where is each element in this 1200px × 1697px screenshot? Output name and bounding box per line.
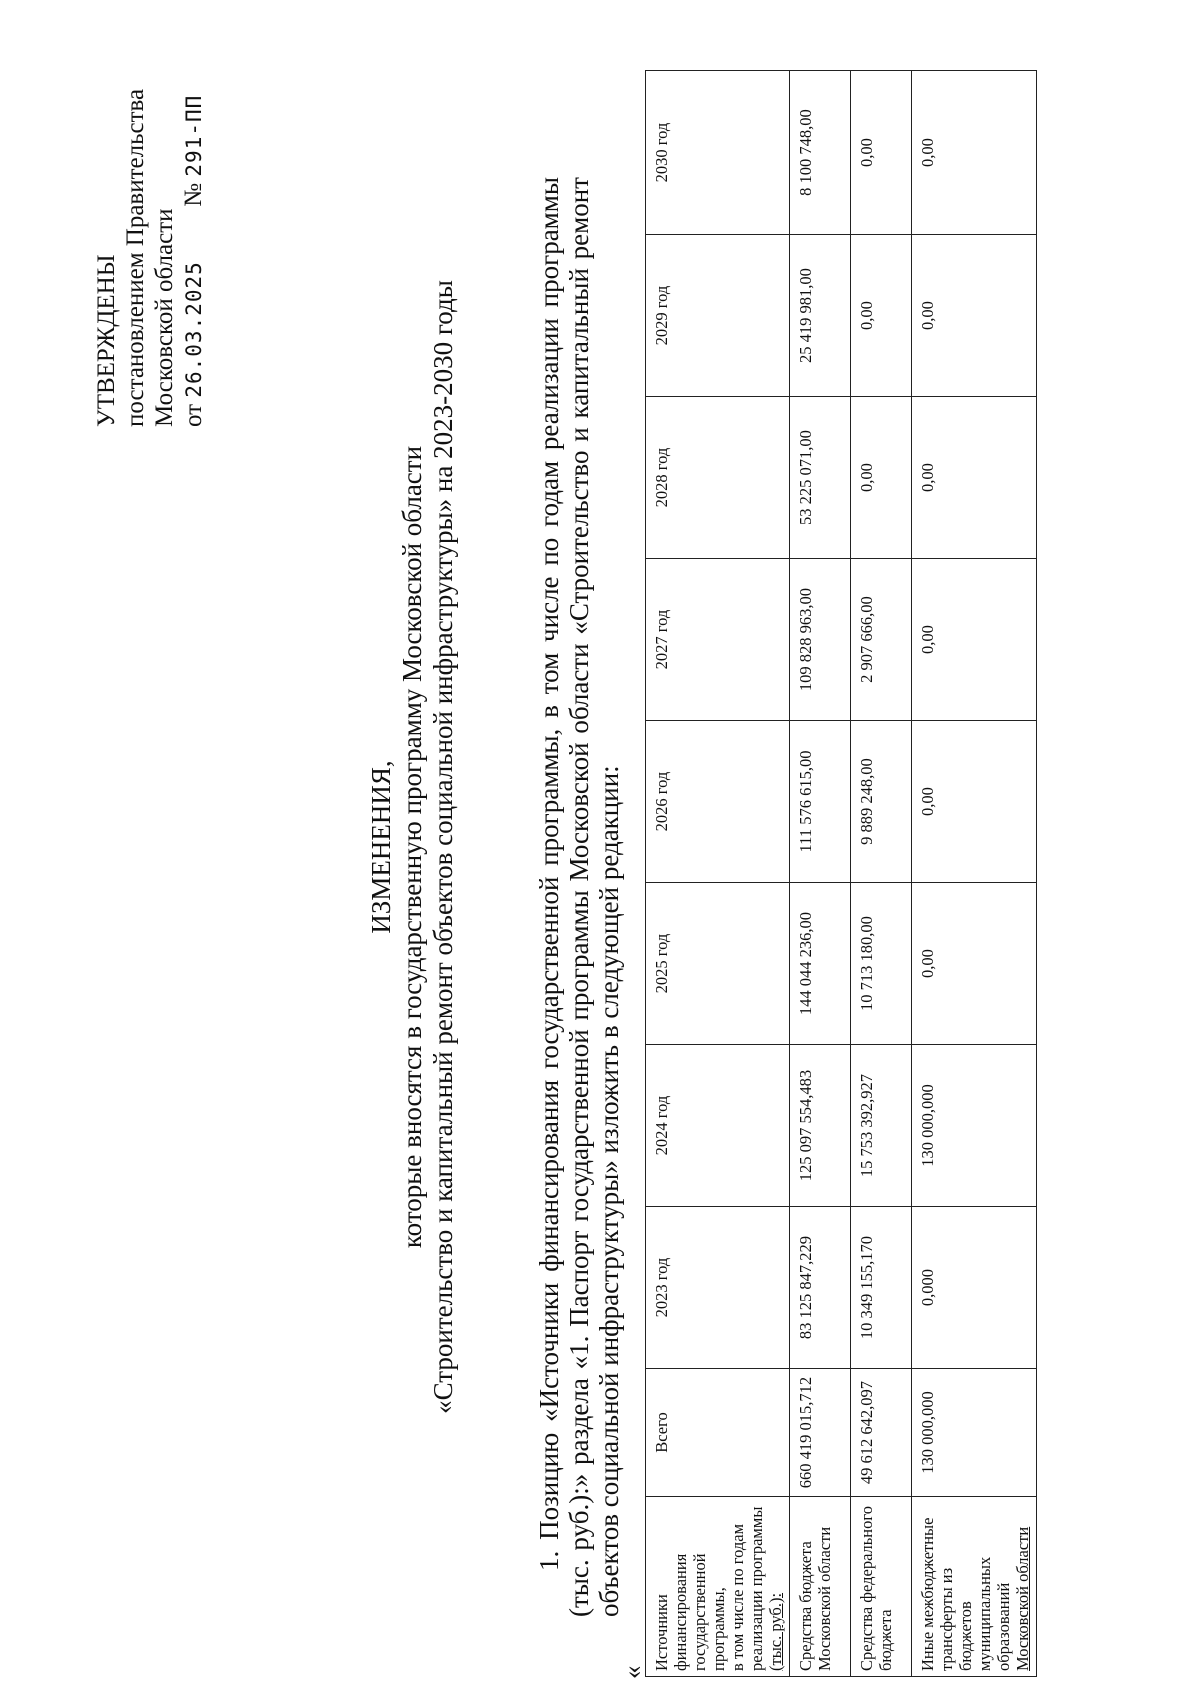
header-sources-cell [646,1497,790,1677]
row-label-line: Средства федерального [857,1506,876,1671]
document-title [366,147,459,1547]
number-prefix: № [180,182,207,207]
table-header-row [646,71,790,1677]
row-label-line: Средства бюджета [796,1541,815,1671]
row-label-line: Иные межбюджетные [918,1517,937,1671]
cell-2023: 83 125 847,229 [790,1207,851,1369]
header-line: в том числе по годам [728,1523,747,1671]
cell-2028: 0,00 [912,397,1037,559]
row-label [851,1497,912,1677]
cell-2029: 0,00 [851,235,912,397]
amendment-paragraph: 1. Позицию «Источники финансирования государственной программы, в том числе по годам реализации программы (тыс. руб.):» раздела «1. Паспорт государственной программы Московской области «Строительство и капитальный ремонт объектов социальной инфраструктуры» изложить в следующей редакции: [534,177,624,1617]
cell-2029: 0,00 [912,235,1037,397]
cell-2023: 0,000 [912,1207,1037,1369]
header-2027: 2027 год [646,559,790,721]
title-line-2: «Строительство и капитальный ремонт объектов социальной инфраструктуры» на 2023-2030 годы [428,280,458,1414]
header-2030: 2030 год [646,71,790,235]
table-row [851,71,912,1677]
cell-2023: 10 349 155,170 [851,1207,912,1369]
header-2025: 2025 год [646,883,790,1045]
header-line: (тыс. руб.): [766,1592,785,1671]
cell-2027: 109 828 963,00 [790,559,851,721]
approval-line-1: УТВЕРЖДЕНЫ [93,254,120,427]
title-heading: ИЗМЕНЕНИЯ, [366,760,396,934]
header-line: Источники финансирования [652,1553,690,1671]
cell-2027: 2 907 666,00 [851,559,912,721]
cell-2025: 10 713 180,00 [851,883,912,1045]
approval-line-2: постановлением Правительства [122,88,149,427]
cell-2030: 8 100 748,00 [790,71,851,235]
cell-2027: 0,00 [912,559,1037,721]
title-line-1: которые вносятся в государственную программу Московской области [397,445,427,1249]
approval-line-3: Московской области [151,208,178,427]
header-2023: 2023 год [646,1207,790,1369]
cell-2030: 0,00 [851,71,912,235]
cell-2026: 111 576 615,00 [790,721,851,883]
approval-date-line [179,89,209,427]
cell-total: 130 000,000 [912,1369,1037,1497]
header-2029: 2029 год [646,235,790,397]
cell-2025: 0,00 [912,883,1037,1045]
header-line: реализации программы [747,1506,766,1671]
cell-2026: 9 889 248,00 [851,721,912,883]
cell-2030: 0,00 [912,71,1037,235]
header-2028: 2028 год [646,397,790,559]
row-label [912,1497,1037,1677]
opening-quote-mark: « [617,1665,647,1679]
row-label [790,1497,851,1677]
table-row [912,71,1037,1677]
approval-stamp [92,89,209,427]
cell-2028: 53 225 071,00 [790,397,851,559]
header-2026: 2026 год [646,721,790,883]
row-label-line: Московской области [1013,1526,1032,1671]
cell-total: 49 612 642,097 [851,1369,912,1497]
approval-number: 291-ПП [182,94,206,177]
header-total: Всего [646,1369,790,1497]
row-label-line: Московской области [815,1526,834,1671]
cell-2029: 25 419 981,00 [790,235,851,397]
date-prefix: от [180,403,207,427]
cell-2024: 15 753 392,927 [851,1045,912,1207]
financing-table [645,70,1037,1677]
approval-date: 26.03.2025 [182,261,206,398]
cell-2026: 0,00 [912,721,1037,883]
row-label-line: муниципальных образований [975,1556,1013,1671]
row-label-line: бюджета [876,1609,895,1671]
cell-2024: 130 000,000 [912,1045,1037,1207]
row-label-line: трансферты из бюджетов [937,1567,975,1671]
table-row [790,71,851,1677]
header-2024: 2024 год [646,1045,790,1207]
header-line: государственной программы, [690,1553,728,1671]
cell-total: 660 419 015,712 [790,1369,851,1497]
cell-2028: 0,00 [851,397,912,559]
cell-2024: 125 097 554,483 [790,1045,851,1207]
cell-2025: 144 044 236,00 [790,883,851,1045]
